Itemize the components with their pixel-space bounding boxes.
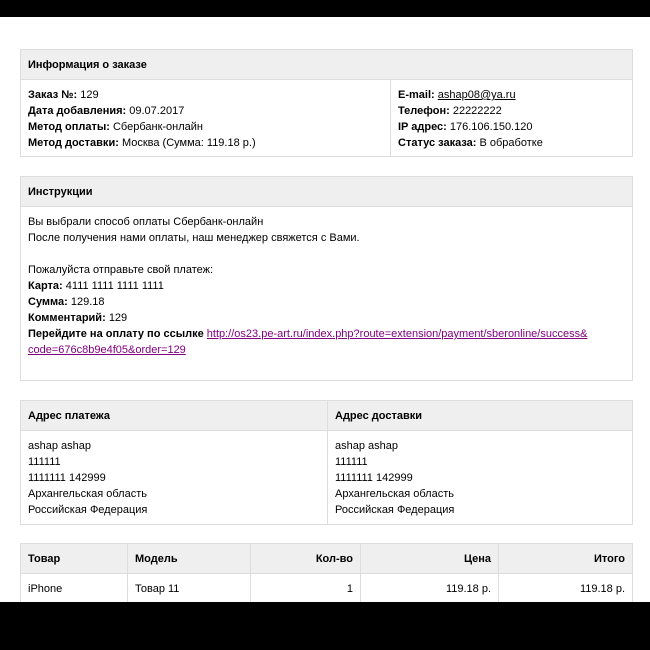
order-info-table xyxy=(20,49,633,157)
addresses-table xyxy=(20,400,633,525)
col-qty: Кол-во xyxy=(251,544,361,574)
instructions-title: Инструкции xyxy=(21,177,633,207)
order-date: 09.07.2017 xyxy=(129,105,185,117)
payment-link-label: Перейдите на оплату по ссылке xyxy=(28,328,204,340)
shipping-address: ashap ashap 111111 1111111 142999 Архангельская область Российская Федерация xyxy=(328,431,633,525)
email-link[interactable]: ashap08@ya.ru xyxy=(437,89,516,101)
card-number: 4111 1111 1111 1111 xyxy=(65,280,164,292)
instruction-line: После получения нами оплаты, наш менеджер свяжется с Вами. xyxy=(28,232,360,244)
product-model: Товар 11 xyxy=(128,574,251,603)
products-table xyxy=(20,543,633,602)
order-info-right: E-mail: ashap08@ya.ru Телефон: 22222222 IP адрес: 176.106.150.120 Статус заказа: В обработке xyxy=(391,80,633,157)
col-product: Товар xyxy=(21,544,128,574)
payment-comment: 129 xyxy=(108,312,128,324)
shipping-method: Москва (Сумма: 119.18 р.) xyxy=(121,137,256,149)
product-name: iPhone xyxy=(21,574,128,603)
payment-link[interactable]: http://os23.pe-art.ru/index.php?route=extension/payment/sberonline/success& code=676c8b9e4f05&order=129 xyxy=(28,328,588,356)
phone: 22222222 xyxy=(452,105,502,117)
order-info-left: Заказ №: 129 Дата добавления: 09.07.2017 Метод оплаты: Сбербанк-онлайн Метод доставки: Москва (Сумма: 119.18 р.) xyxy=(21,80,391,157)
product-price: 119.18 р. xyxy=(361,574,499,603)
order-number: 129 xyxy=(80,89,99,101)
order-status: В обработке xyxy=(479,137,543,149)
ip-address: 176.106.150.120 xyxy=(449,121,533,133)
col-model: Модель xyxy=(128,544,251,574)
instructions-body: Вы выбрали способ оплаты Сбербанк-онлайн После получения нами оплаты, наш менеджер свяжется с Вами. Пожалуйста отправьте свой платеж: Карта: 4111 1111 1111 1111 Сумма: 129.18 Комментарий: 129 Перейдите на оплату по ссылке http://os23.pe-art.ru/index.php?route=extension/payment/sberonline/success& code=676c8b9e4f05&order=129 xyxy=(21,207,633,381)
payment-address-title: Адрес платежа xyxy=(21,401,328,431)
product-qty: 1 xyxy=(251,574,361,603)
payment-sum: 129.18 xyxy=(70,296,105,308)
product-total: 119.18 р. xyxy=(499,574,633,603)
shipping-address-title: Адрес доставки xyxy=(328,401,633,431)
payment-address: ashap ashap 111111 1111111 142999 Архангельская область Российская Федерация xyxy=(21,431,328,525)
table-row xyxy=(21,574,633,603)
order-page xyxy=(0,17,650,602)
payment-method: Сбербанк-онлайн xyxy=(112,121,203,133)
order-info-title: Информация о заказе xyxy=(21,50,633,80)
col-price: Цена xyxy=(361,544,499,574)
instruction-line: Вы выбрали способ оплаты Сбербанк-онлайн xyxy=(28,216,264,228)
col-total: Итого xyxy=(499,544,633,574)
instructions-table xyxy=(20,176,633,381)
instruction-line: Пожалуйста отправьте свой платеж: xyxy=(28,264,214,276)
